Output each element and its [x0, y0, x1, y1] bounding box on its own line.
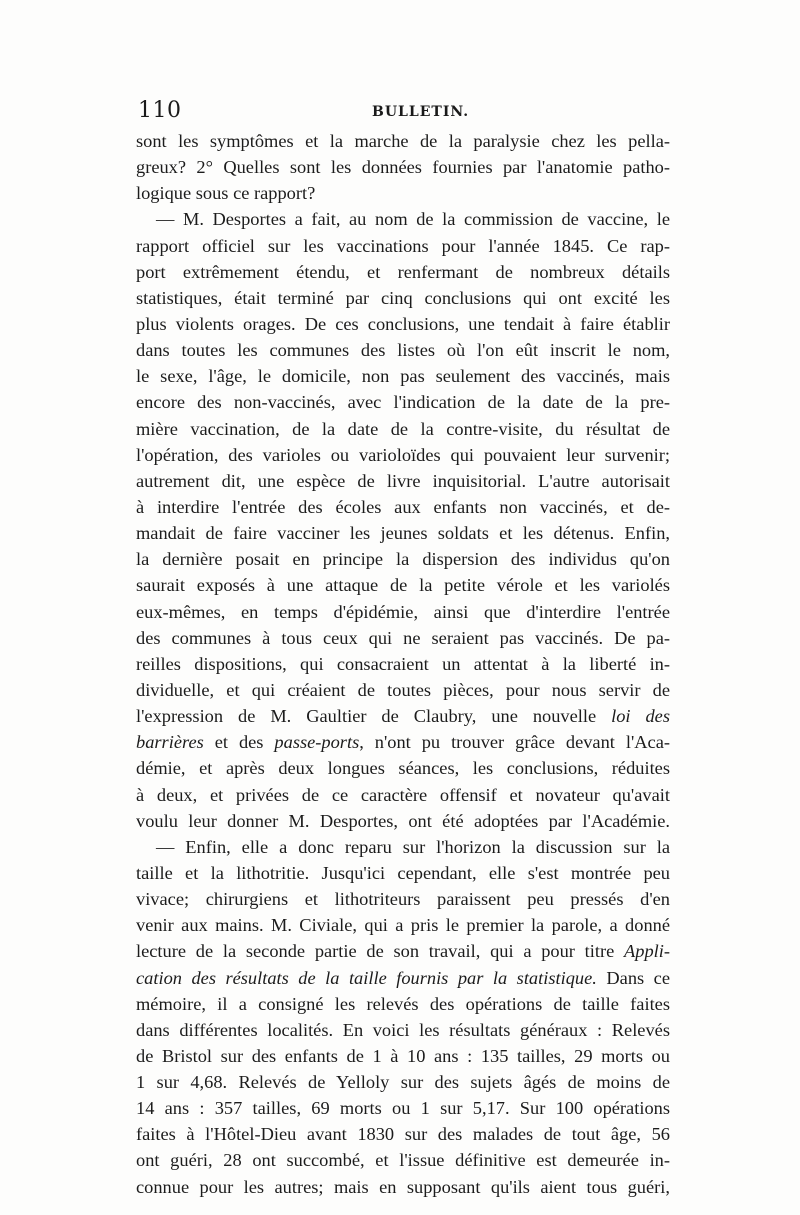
- text-line: reilles dispositions, qui consacraient un attentat à la liberté in-: [136, 653, 670, 674]
- text-line: 1 sur 4,68. Relevés de Yelloly sur des sujets âgés de moins de: [136, 1072, 670, 1093]
- text-line: la dernière posait en principe la dispersion des individus qu'on: [136, 549, 670, 570]
- text-line: ont guéri, 28 ont succombé, et l'issue définitive est demeurée in-: [136, 1150, 670, 1171]
- page-number: 110: [138, 98, 182, 123]
- italic-phrase: Appli-: [624, 941, 670, 962]
- body-text: [136, 128, 670, 1200]
- text-line: dans différentes localités. En voici les résultats généraux : Relevés: [136, 1019, 670, 1040]
- text-line: autrement dit, une espèce de livre inquisitorial. L'autre autorisait: [136, 470, 670, 491]
- text-line: eux-mêmes, en temps d'épidémie, ainsi que d'interdire l'entrée: [136, 601, 670, 622]
- italic-phrase: loi des: [611, 706, 670, 727]
- text-line: port extrêmement étendu, et renfermant de nombreux détails: [136, 261, 670, 282]
- italic-phrase: cation des résultats de la taille fournis par la statistique.: [136, 967, 597, 988]
- text-line: connue pour les autres; mais en supposant qu'ils aient tous guéri,: [136, 1176, 670, 1197]
- text-line: saurait exposés à une attaque de la petite vérole et les variolés: [136, 575, 670, 596]
- text-segment: l'expression de M. Gaultier de Claubry, une nouvelle: [136, 706, 597, 727]
- text-line: — M. Desportes a fait, au nom de la commission de vaccine, le: [156, 209, 670, 230]
- text-line: sont les symptômes et la marche de la paralysie chez les pella-: [136, 131, 670, 151]
- text-line: des communes à tous ceux qui ne seraient pas vaccinés. De pa-: [136, 627, 670, 648]
- text-line: greux? 2° Quelles sont les données fournies par l'anatomie patho-: [136, 157, 670, 178]
- italic-phrase: passe-ports: [274, 732, 360, 753]
- text-segment: Dans ce: [606, 967, 670, 988]
- text-line: vivace; chirurgiens et lithotriteurs paraissent peu pressés d'en: [136, 889, 670, 910]
- text-line: voulu leur donner M. Desportes, ont été adoptées par l'Académie.: [136, 810, 670, 831]
- text-line: l'opération, des varioles ou varioloïdes qui pouvaient leur survenir;: [136, 444, 670, 465]
- text-line: faites à l'Hôtel-Dieu avant 1830 sur des malades de tout âge, 56: [136, 1124, 670, 1145]
- text-segment: et des: [214, 732, 264, 753]
- text-line: — Enfin, elle a donc reparu sur l'horizon la discussion sur la: [156, 836, 670, 857]
- text-line: dividuelle, et qui créaient de toutes pièces, pour nous servir de: [136, 679, 670, 700]
- text-line: encore des non-vaccinés, avec l'indication de la date de la pre-: [136, 392, 670, 413]
- page-header: [138, 98, 670, 130]
- text-line-with-italic: [136, 703, 670, 729]
- text-segment: lecture de la seconde partie de son travail, qui a pour titre: [136, 941, 615, 962]
- text-line: 14 ans : 357 tailles, 69 morts ou 1 sur 5,17. Sur 100 opérations: [136, 1098, 670, 1119]
- text-segment: , n'ont pu trouver grâce devant l'Aca-: [359, 732, 670, 753]
- text-line: de Bristol sur des enfants de 1 à 10 ans : 135 tailles, 29 morts ou: [136, 1045, 670, 1066]
- text-line: à interdire l'entrée des écoles aux enfants non vaccinés, et de-: [136, 496, 670, 517]
- text-line: mémoire, il a consigné les relevés des opérations de taille faites: [136, 993, 670, 1014]
- text-line: statistiques, était terminé par cinq conclusions qui ont excité les: [136, 287, 670, 308]
- running-head: BULLETIN.: [372, 104, 470, 120]
- italic-phrase: barrières: [136, 732, 204, 753]
- text-line: rapport officiel sur les vaccinations pour l'année 1845. Ce rap-: [136, 235, 670, 256]
- text-line: dans toutes les communes des listes où l'on eût inscrit le nom,: [136, 340, 670, 361]
- text-line: mière vaccination, de la date de la contre-visite, du résultat de: [136, 418, 670, 439]
- text-line: à deux, et privées de ce caractère offensif et novateur qu'avait: [136, 784, 670, 805]
- text-line: plus violents orages. De ces conclusions, une tendait à faire établir: [136, 313, 670, 334]
- text-line: le sexe, l'âge, le domicile, non pas seulement des vaccinés, mais: [136, 366, 670, 387]
- text-line-with-italic: [136, 729, 670, 755]
- text-line: venir aux mains. M. Civiale, qui a pris le premier la parole, a donné: [136, 915, 670, 936]
- text-line: démie, et après deux longues séances, les conclusions, réduites: [136, 758, 670, 779]
- text-line: taille et la lithotritie. Jusqu'ici cependant, elle s'est montrée peu: [136, 862, 670, 883]
- text-line-with-italic: [136, 938, 670, 964]
- text-line-with-italic: [136, 965, 670, 991]
- text-line: logique sous ce rapport?: [136, 183, 316, 204]
- text-line: mandait de faire vacciner les jeunes soldats et les détenus. Enfin,: [136, 523, 670, 544]
